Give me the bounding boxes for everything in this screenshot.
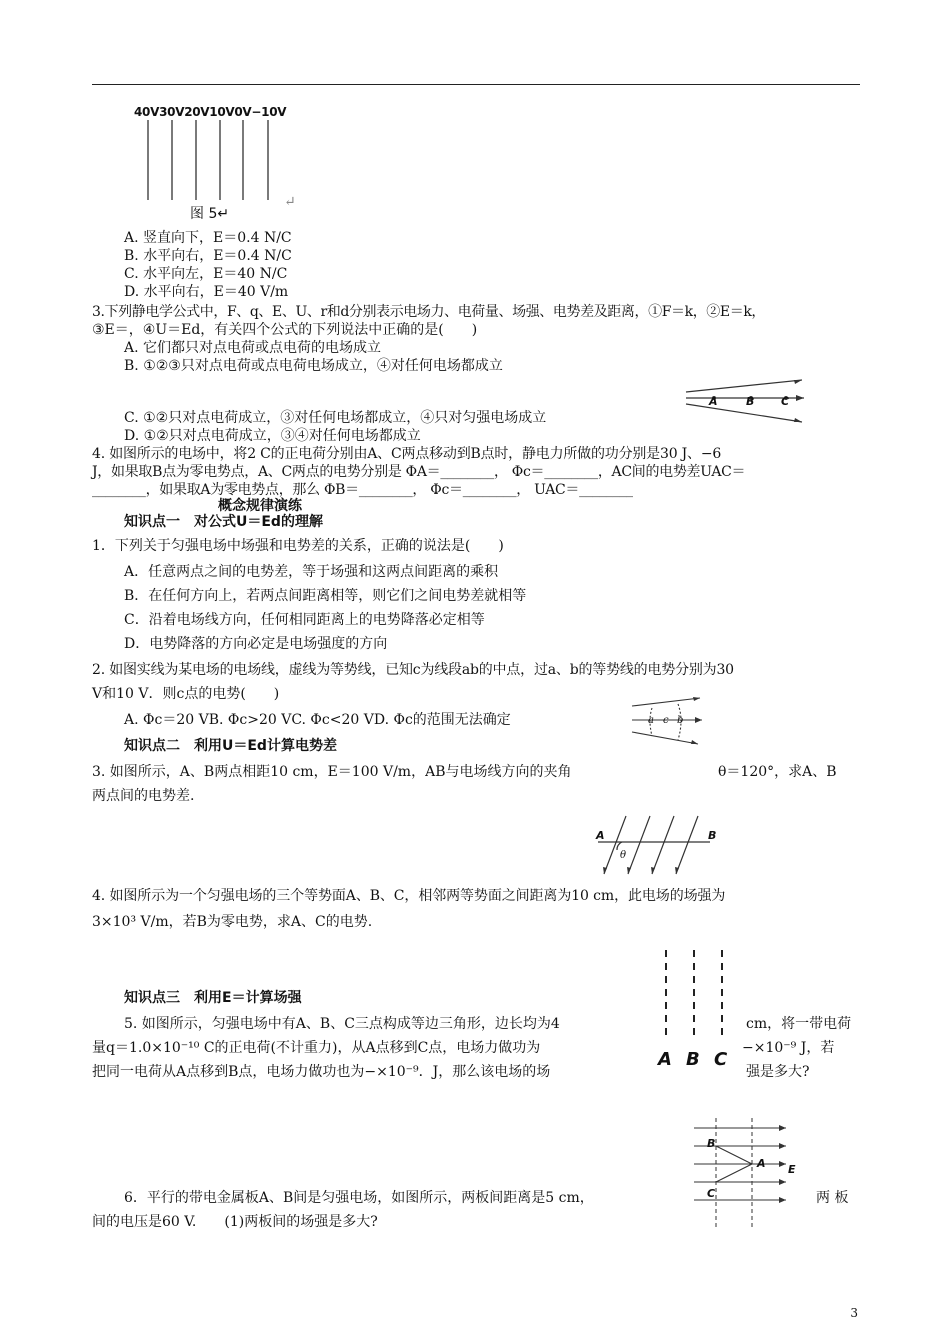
q3-option: A. 它们都只对点电荷或点电荷的电场成立 [124, 340, 382, 356]
section-title: 概念规律演练 [218, 498, 302, 514]
q4-line: J，如果取B点为零电势点，A、C两点的电势分别是 ΦA＝________， Φc＝________，AC间的电势差UAC＝ [92, 464, 746, 480]
q3-line: ③E＝，④U＝Ed，有关四个公式的下列说法中正确的是( ) [92, 322, 478, 338]
p5-line: cm，将一带电荷 [746, 1016, 852, 1032]
option-line: C. 水平向左，E＝40 N/C [124, 266, 288, 282]
p6-fig-label: C [707, 1187, 716, 1200]
fig5-label: 30V [159, 105, 185, 119]
p4-fig-label: B [686, 1049, 700, 1070]
p6-fig-label: B [707, 1137, 716, 1150]
option-line: A. 竖直向下，E＝0.4 N/C [124, 230, 292, 246]
q3-option: D. ①②只对点电荷成立，③④对任何电场都成立 [124, 428, 421, 444]
p1-option: D．电势降落的方向必定是电场强度的方向 [124, 636, 388, 652]
fig5-label: −10V [251, 105, 287, 119]
p1-option: A．任意两点之间的电势差，等于场强和这两点间距离的乘积 [124, 564, 499, 580]
q4-line: 4. 如图所示的电场中，将2 C的正电荷分别由A、C两点移动到B点时，静电力所做的功分别是30 J、−6 [92, 446, 722, 462]
p2-options: A. Φc＝20 VB. Φc>20 VC. Φc<20 VD. Φc的范围无法确定 [124, 712, 511, 728]
p5-line: 强是多大? [746, 1064, 810, 1080]
p2-line: V和10 V．则c点的电势( ) [92, 686, 280, 702]
p3-line: 3. 如图所示，A、B两点相距10 cm，E＝100 V/m，AB与电场线方向的夹角 [92, 764, 572, 780]
header-rule [92, 84, 860, 85]
p6-line: 两 板 [816, 1190, 849, 1206]
knowledge-point-1: 知识点一 对公式U＝Ed的理解 [124, 514, 323, 530]
option-line: B. 水平向右，E＝0.4 N/C [124, 248, 292, 264]
p3-fig-label: θ [620, 850, 627, 861]
q3-fig-label: C [781, 395, 790, 408]
q3-fig-label: B [746, 395, 755, 408]
p2-fig-label: c [663, 715, 669, 726]
fig5-caption: 图 5↵ [190, 206, 230, 222]
p6-line: 6．平行的带电金属板A、B间是匀强电场，如图所示，两板间距离是5 cm， [124, 1190, 594, 1206]
q3-option: C. ①②只对点电荷成立，③对任何电场都成立，④只对匀强电场成立 [124, 410, 547, 426]
p3-fig-label: B [708, 829, 717, 842]
p2-line: 2. 如图实线为某电场的电场线，虚线为等势线，已知c为线段ab的中点，过a、b的等势线的电势分别为30 [92, 662, 734, 678]
p4-fig-label: C [714, 1049, 728, 1070]
p5-line: −×10⁻⁹ J，若 [742, 1040, 835, 1056]
fig5-label: 20V [184, 105, 210, 119]
option-line: D. 水平向右，E＝40 V/m [124, 284, 289, 300]
q4-line: ________，如果取A为零电势点，那么 ΦB＝________， Φc＝________， UAC＝________ [92, 482, 633, 498]
p2-fig-label: a [648, 715, 654, 726]
q3-option: B. ①②③只对点电荷或点电荷电场成立，④对任何电场都成立 [124, 358, 503, 374]
p1-option: B．在任何方向上，若两点间距离相等，则它们之间电势差就相等 [124, 588, 527, 604]
p6-fig-label: E [788, 1163, 796, 1176]
q3-line: 3.下列静电学公式中，F、q、E、U、r和d分别表示电场力、电荷量、场强、电势差及距离，①F＝k，②E＝k， [92, 304, 766, 320]
fig5-label: 40V [134, 105, 160, 119]
fig5-label: 0V [234, 105, 252, 119]
p6-fig-label: A [757, 1157, 766, 1170]
p3-line: 两点间的电势差. [92, 788, 195, 804]
p4-line: 4. 如图所示为一个匀强电场的三个等势面A、B、C，相邻两等势面之间距离为10 cm，此电场的场强为 [92, 888, 726, 904]
fig5-label: 10V [209, 105, 235, 119]
p3-fig-label: A [596, 829, 605, 842]
p1-stem: 1．下列关于匀强电场中场强和电势差的关系，正确的说法是( ) [92, 538, 504, 554]
knowledge-point-3: 知识点三 利用E＝计算场强 [124, 990, 302, 1006]
p4-figure [656, 950, 736, 1042]
p2-fig-label: b [677, 715, 684, 726]
p5-line: 5. 如图所示，匀强电场中有A、B、C三点构成等边三角形，边长均为4 [124, 1016, 560, 1032]
knowledge-point-2: 知识点二 利用U＝Ed计算电势差 [124, 738, 337, 754]
p3-figure [594, 812, 724, 882]
p5-line: 把同一电荷从A点移到B点，电场力做功也为−×10⁻⁹．J，那么该电场的场 [92, 1064, 551, 1080]
p1-option: C．沿着电场线方向，任何相同距离上的电势降落必定相等 [124, 612, 485, 628]
fig5-mark: ↵ [284, 194, 296, 210]
p5-line: 量q＝1.0×10⁻¹⁰ C的正电荷(不计重力)，从A点移到C点，电场力做功为 [92, 1040, 541, 1056]
p4-line: 3×10³ V/m，若B为零电势，求A、C的电势. [92, 914, 373, 930]
page-number: 3 [850, 1306, 858, 1320]
p3-line: θ＝120°，求A、B [718, 764, 837, 780]
p4-fig-label: A [658, 1049, 672, 1070]
q3-fig-label: A [709, 395, 718, 408]
p2-figure [630, 696, 710, 746]
p6-line: 间的电压是60 V. (1)两板间的场强是多大? [92, 1214, 378, 1230]
